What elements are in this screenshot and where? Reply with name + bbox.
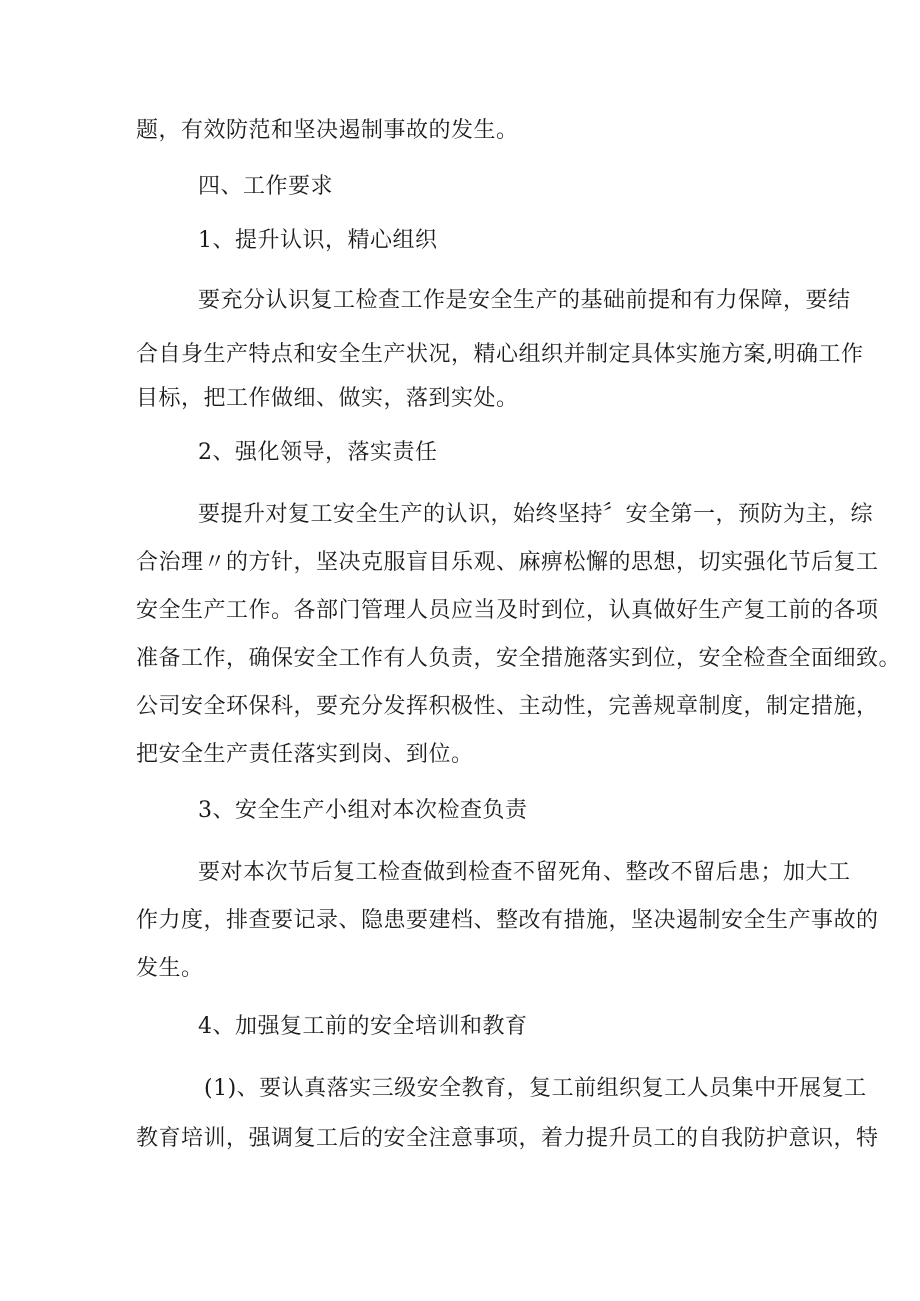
subsection-heading: 4、加强复工前的安全培训和教育 [198, 1014, 528, 1039]
section-heading: 四、工作要求 [198, 174, 334, 199]
paragraph-line: 合治理〃的方针，坚决克服盲目乐观、麻痹松懈的思想，切实强化节后复工 [136, 550, 879, 575]
paragraph-line: 题，有效防范和坚决遏制事故的发生。 [136, 118, 519, 143]
paragraph-line: 公司安全环保科，要充分发挥积极性、主动性，完善规章制度，制定措施， [136, 694, 879, 719]
paragraph-line: 把安全生产责任落实到岗、到位。 [136, 742, 474, 767]
paragraph-line: 目标，把工作做细、做实，落到实处。 [136, 386, 519, 411]
paragraph-line: 要充分认识复工检查工作是安全生产的基础前提和有力保障，要结 [198, 288, 851, 313]
subsection-heading: 3、安全生产小组对本次检查负责 [198, 798, 528, 823]
paragraph-line: 合自身生产特点和安全生产状况，精心组织并制定具体实施方案,明确工作 [136, 342, 864, 367]
paragraph-line: (1)、要认真落实三级安全教育，复工前组织复工人员集中开展复工 [204, 1076, 867, 1101]
paragraph-line: 教育培训，强调复工后的安全注意事项，着力提升员工的自我防护意识，特 [136, 1126, 879, 1151]
subsection-heading: 2、强化领导，落实责任 [198, 440, 438, 465]
paragraph-line: 要提升对复工安全生产的认识，始终坚持〞安全第一，预防为主，综 [198, 502, 874, 527]
paragraph-line: 准备工作，确保安全工作有人负责，安全措施落实到位，安全检查全面细致。 [136, 646, 902, 671]
paragraph-line: 安全生产工作。各部门管理人员应当及时到位，认真做好生产复工前的各项 [136, 598, 879, 623]
paragraph-line: 作力度，排查要记录、隐患要建档、整改有措施，坚决遏制安全生产事故的 [136, 908, 879, 933]
paragraph-line: 发生。 [136, 956, 204, 981]
paragraph-line: 要对本次节后复工检查做到检查不留死角、整改不留后患；加大工 [198, 860, 851, 885]
subsection-heading: 1、提升认识，精心组织 [198, 228, 438, 253]
